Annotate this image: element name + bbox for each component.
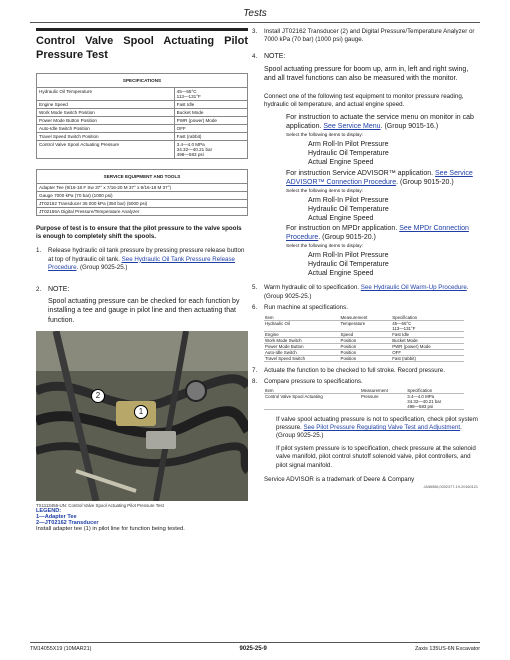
display-item: Arm Roll-In Pilot Pressure bbox=[308, 141, 389, 149]
step-text: Install JT02162 Transducer (2) and Digital Pressure/Temperature Analyzer or 7000 kPa (70 bar) (1000 psi) gauge. bbox=[264, 28, 475, 44]
spec-value: PWR (power) Mode bbox=[174, 116, 247, 124]
if-ref: . (Group 9025-25.) bbox=[276, 424, 462, 440]
spec-value: OFF bbox=[174, 124, 247, 132]
step-number: 7. bbox=[252, 366, 258, 374]
option-3-items bbox=[308, 251, 478, 278]
spec-item: Work Mode Switch Position bbox=[37, 108, 175, 116]
page-title: Control Valve Spool Actuating Pilot Pressure Test bbox=[36, 28, 248, 63]
step-text: Run machine at specifications. bbox=[264, 304, 348, 312]
spec-item: Power Mode Button Position bbox=[37, 116, 175, 124]
spec-value: 45—55°C 113—131°F bbox=[174, 87, 247, 100]
table-cell: Control Valve Spool Actuating bbox=[264, 394, 360, 410]
col-header: Measurement bbox=[340, 315, 392, 321]
option-text: For instruction on MPDr application. bbox=[286, 224, 398, 232]
display-item: Arm Roll-In Pilot Pressure bbox=[308, 196, 389, 204]
table-cell: Travel Speed Switch bbox=[264, 355, 340, 361]
tools-heading: SERVICE EQUIPMENT AND TOOLS bbox=[37, 169, 248, 183]
table-cell: 3.4—4.0 MPa 34.32—40.21 bar 498—583 psi bbox=[406, 394, 464, 410]
table-cell: Speed bbox=[340, 331, 392, 337]
display-item: Hydraulic Oil Temperature bbox=[308, 261, 389, 269]
table-cell: Position bbox=[340, 355, 392, 361]
legend-note: Install adapter tee (1) in pilot line for function being tested. bbox=[36, 525, 185, 532]
specifications-table bbox=[36, 73, 248, 159]
option-1-text bbox=[286, 113, 478, 131]
specifications-heading: SPECIFICATIONS bbox=[37, 73, 248, 87]
step-ref: . (Group 9025-25.) bbox=[264, 284, 469, 300]
spec-row bbox=[37, 116, 248, 124]
tool-item: JT02156A Digital Pressure/Temperature Analyzer bbox=[37, 207, 248, 215]
select-label: Select the following items to display: bbox=[286, 244, 364, 250]
option-ref: . (Group 9015-20.) bbox=[396, 178, 454, 186]
table-cell: PWR (power) Mode bbox=[391, 343, 464, 349]
display-item: Actual Engine Speed bbox=[308, 214, 374, 222]
option-1-items bbox=[308, 140, 478, 167]
tools-table bbox=[36, 169, 248, 216]
tool-row bbox=[37, 183, 248, 191]
spec-row bbox=[37, 100, 248, 108]
option-ref: . (Group 9015-20.) bbox=[318, 234, 376, 242]
service-menu-link[interactable]: See Service Menu bbox=[323, 123, 381, 131]
select-label: Select the following items to display: bbox=[286, 133, 364, 139]
table-cell: Position bbox=[340, 343, 392, 349]
spec-row bbox=[37, 132, 248, 140]
step-number: 4. bbox=[252, 52, 258, 60]
connect-text: Connect one of the following test equipment to monitor pressure reading, hydraulic oil temperature, and actual engine speed. bbox=[264, 92, 464, 108]
step-3 bbox=[252, 28, 478, 45]
note-label: NOTE: bbox=[48, 286, 70, 294]
table-cell: Fast Idle bbox=[391, 331, 464, 337]
footer-page-number: 9025-25-9 bbox=[239, 646, 267, 652]
display-item: Hydraulic Oil Temperature bbox=[308, 150, 389, 158]
display-item: Hydraulic Oil Temperature bbox=[308, 205, 389, 213]
step-number: 2. bbox=[36, 286, 42, 294]
col-header: Item bbox=[264, 315, 340, 321]
table-cell: Engine bbox=[264, 331, 340, 337]
table-cell: 45—55°C 113—131°F bbox=[391, 320, 464, 331]
spec-row bbox=[37, 87, 248, 100]
col-header: Measurement bbox=[360, 388, 406, 394]
step-number: 1. bbox=[36, 247, 42, 255]
spec-item: Hydraulic Oil Temperature bbox=[37, 87, 175, 100]
option-3-text bbox=[286, 224, 478, 242]
spec-value: Bucket Mode bbox=[174, 108, 247, 116]
tool-row bbox=[37, 191, 248, 199]
spec-item: Control Valve Spool Actuating Pressure bbox=[37, 140, 175, 158]
step-1 bbox=[36, 247, 248, 272]
trademark-note: Service ADVISOR is a trademark of Deere & Company bbox=[264, 475, 415, 483]
step-number: 3. bbox=[252, 28, 258, 35]
step-text: Warm hydraulic oil to specification. bbox=[264, 284, 360, 292]
if-spec-text: If pilot system pressure is to specification, check pressure at the solenoid valve manifold, pilot control shutoff solenoid valve, pilot controllers, and pilot signal manifold. bbox=[276, 445, 476, 469]
page-footer bbox=[30, 642, 480, 652]
footer-machine-name: Zaxis 135US-6N Excavator bbox=[414, 646, 480, 652]
tool-row bbox=[37, 199, 248, 207]
spec-value: Fast (rabbit) bbox=[174, 132, 247, 140]
step-text: Compare pressure to specifications. bbox=[264, 377, 363, 385]
table-cell: Pressure bbox=[360, 394, 406, 410]
step-number: 6. bbox=[252, 304, 258, 312]
left-column bbox=[36, 28, 248, 532]
service-advisor-link[interactable]: See Service ADVISOR™ Connection Procedure bbox=[286, 169, 473, 186]
legend-title: LEGEND: bbox=[36, 507, 62, 514]
callout-1: 1 bbox=[134, 405, 148, 419]
col-header: Specification bbox=[391, 315, 464, 321]
option-text: For instruction Service ADVISOR™ application. bbox=[286, 169, 434, 177]
mpdr-link[interactable]: See MPDr Connection Procedure bbox=[286, 224, 469, 242]
tool-item: JT02162 Transducer 35 000 kPa (350 bar) (5000 psi) bbox=[37, 199, 248, 207]
step-6 bbox=[252, 304, 478, 312]
spec-row bbox=[37, 108, 248, 116]
display-item: Actual Engine Speed bbox=[308, 270, 374, 278]
col-header: Item bbox=[264, 388, 360, 394]
spec-value: 3.4—4.0 MPa 34.32—40.21 bar 498—583 psi bbox=[174, 140, 247, 158]
step-number: 8. bbox=[252, 377, 258, 385]
table-cell: Power Mode Button bbox=[264, 343, 340, 349]
table-cell: OFF bbox=[391, 349, 464, 355]
note-body: Spool actuating pressure for boom up, arm in, left and right swing, and all travel functions can also be measured with the monitor. bbox=[264, 65, 469, 82]
option-2-items bbox=[308, 196, 478, 223]
step-ref: . (Group 9025-25.) bbox=[76, 264, 128, 272]
warm-up-link[interactable]: See Hydraulic Oil Warm-Up Procedure bbox=[360, 284, 467, 292]
step-5 bbox=[252, 284, 478, 301]
tool-item: Adapter Tee (9/16-18 F Sw 37° x 7/16-20 M 37° x 9/16-18 M 37°) bbox=[37, 183, 248, 191]
if-not-spec-text bbox=[276, 416, 478, 440]
note-body: Spool actuating pressure can be checked for each function by installing a tee and gauge in pilot line and then actuating that function. bbox=[48, 298, 240, 324]
spec-item: Engine Speed bbox=[37, 100, 175, 108]
spec-item: Travel Speed Switch Position bbox=[37, 132, 175, 140]
note-label: NOTE: bbox=[264, 52, 286, 60]
spec-row bbox=[37, 124, 248, 132]
display-item: Arm Roll-In Pilot Pressure bbox=[308, 252, 389, 260]
step-8 bbox=[252, 378, 478, 386]
callout-2: 2 bbox=[91, 389, 105, 403]
table-cell: Work Mode Switch bbox=[264, 337, 340, 343]
if-text: If valve spool actuating pressure is not to specification, check pilot system pressure. bbox=[276, 416, 478, 432]
compare-spec-table bbox=[264, 388, 464, 410]
table-cell: Position bbox=[340, 349, 392, 355]
display-item: Actual Engine Speed bbox=[308, 159, 374, 167]
step-text: Actuate the function to be checked to full stroke. Record pressure. bbox=[264, 366, 445, 374]
run-spec-row bbox=[264, 320, 464, 331]
option-text: For instruction to actuate the service menu on monitor in cab application. bbox=[286, 114, 474, 131]
tank-pressure-release-link[interactable]: See Hydraulic Oil Tank Pressure Release Procedure bbox=[48, 255, 235, 272]
col-header: Specification bbox=[406, 388, 464, 394]
run-spec-row bbox=[264, 355, 464, 361]
right-column bbox=[252, 28, 478, 489]
document-reference: JA56586,0002377-19-20160121 bbox=[423, 484, 478, 489]
spec-value: Fast Idle bbox=[174, 100, 247, 108]
footer-manual-id: TM14055X19 (10MAR21) bbox=[30, 646, 92, 652]
step-number: 5. bbox=[252, 284, 258, 292]
pilot-regulating-valve-link[interactable]: See Pilot Pressure Regulating Valve Test and Adjustment bbox=[303, 424, 461, 432]
hydraulic-photo bbox=[36, 331, 248, 501]
table-cell: Temperature bbox=[340, 320, 392, 331]
run-spec-table bbox=[264, 315, 464, 362]
purpose-text: Purpose of test is to ensure that the pilot pressure to the valve spools is enough to completely shift the spools. bbox=[36, 224, 242, 240]
tool-item: Gauge 7000 kPa (70 bar) (1000 psi) bbox=[37, 191, 248, 199]
step-2 bbox=[36, 286, 248, 293]
running-header: Tests bbox=[30, 8, 480, 23]
photo-caption: TX1113456-UN: Control Valve Spool Actuating Pilot Pressure Test bbox=[36, 502, 164, 508]
spec-item: Auto-Idle Switch Position bbox=[37, 124, 175, 132]
legend-item-2: 2—JT02162 Transducer bbox=[36, 519, 99, 526]
option-2-text bbox=[286, 169, 478, 187]
table-cell: Bucket Mode bbox=[391, 337, 464, 343]
spec-row bbox=[37, 140, 248, 158]
select-label: Select the following items to display: bbox=[286, 188, 364, 194]
legend-item-1: 1—Adapter Tee bbox=[36, 513, 77, 520]
table-cell: Hydraulic Oil bbox=[264, 320, 340, 331]
table-cell: Fast (rabbit) bbox=[391, 355, 464, 361]
step-7 bbox=[252, 367, 478, 375]
option-ref: . (Group 9015-16.) bbox=[380, 123, 439, 131]
step-4 bbox=[252, 53, 478, 60]
step-text: Release hydraulic oil tank pressure by pressing pressure release button at top of hydraulic oil tank. bbox=[48, 247, 245, 263]
table-cell: Auto-Idle Switch bbox=[264, 349, 340, 355]
table-cell: Position bbox=[340, 337, 392, 343]
tool-row bbox=[37, 207, 248, 215]
